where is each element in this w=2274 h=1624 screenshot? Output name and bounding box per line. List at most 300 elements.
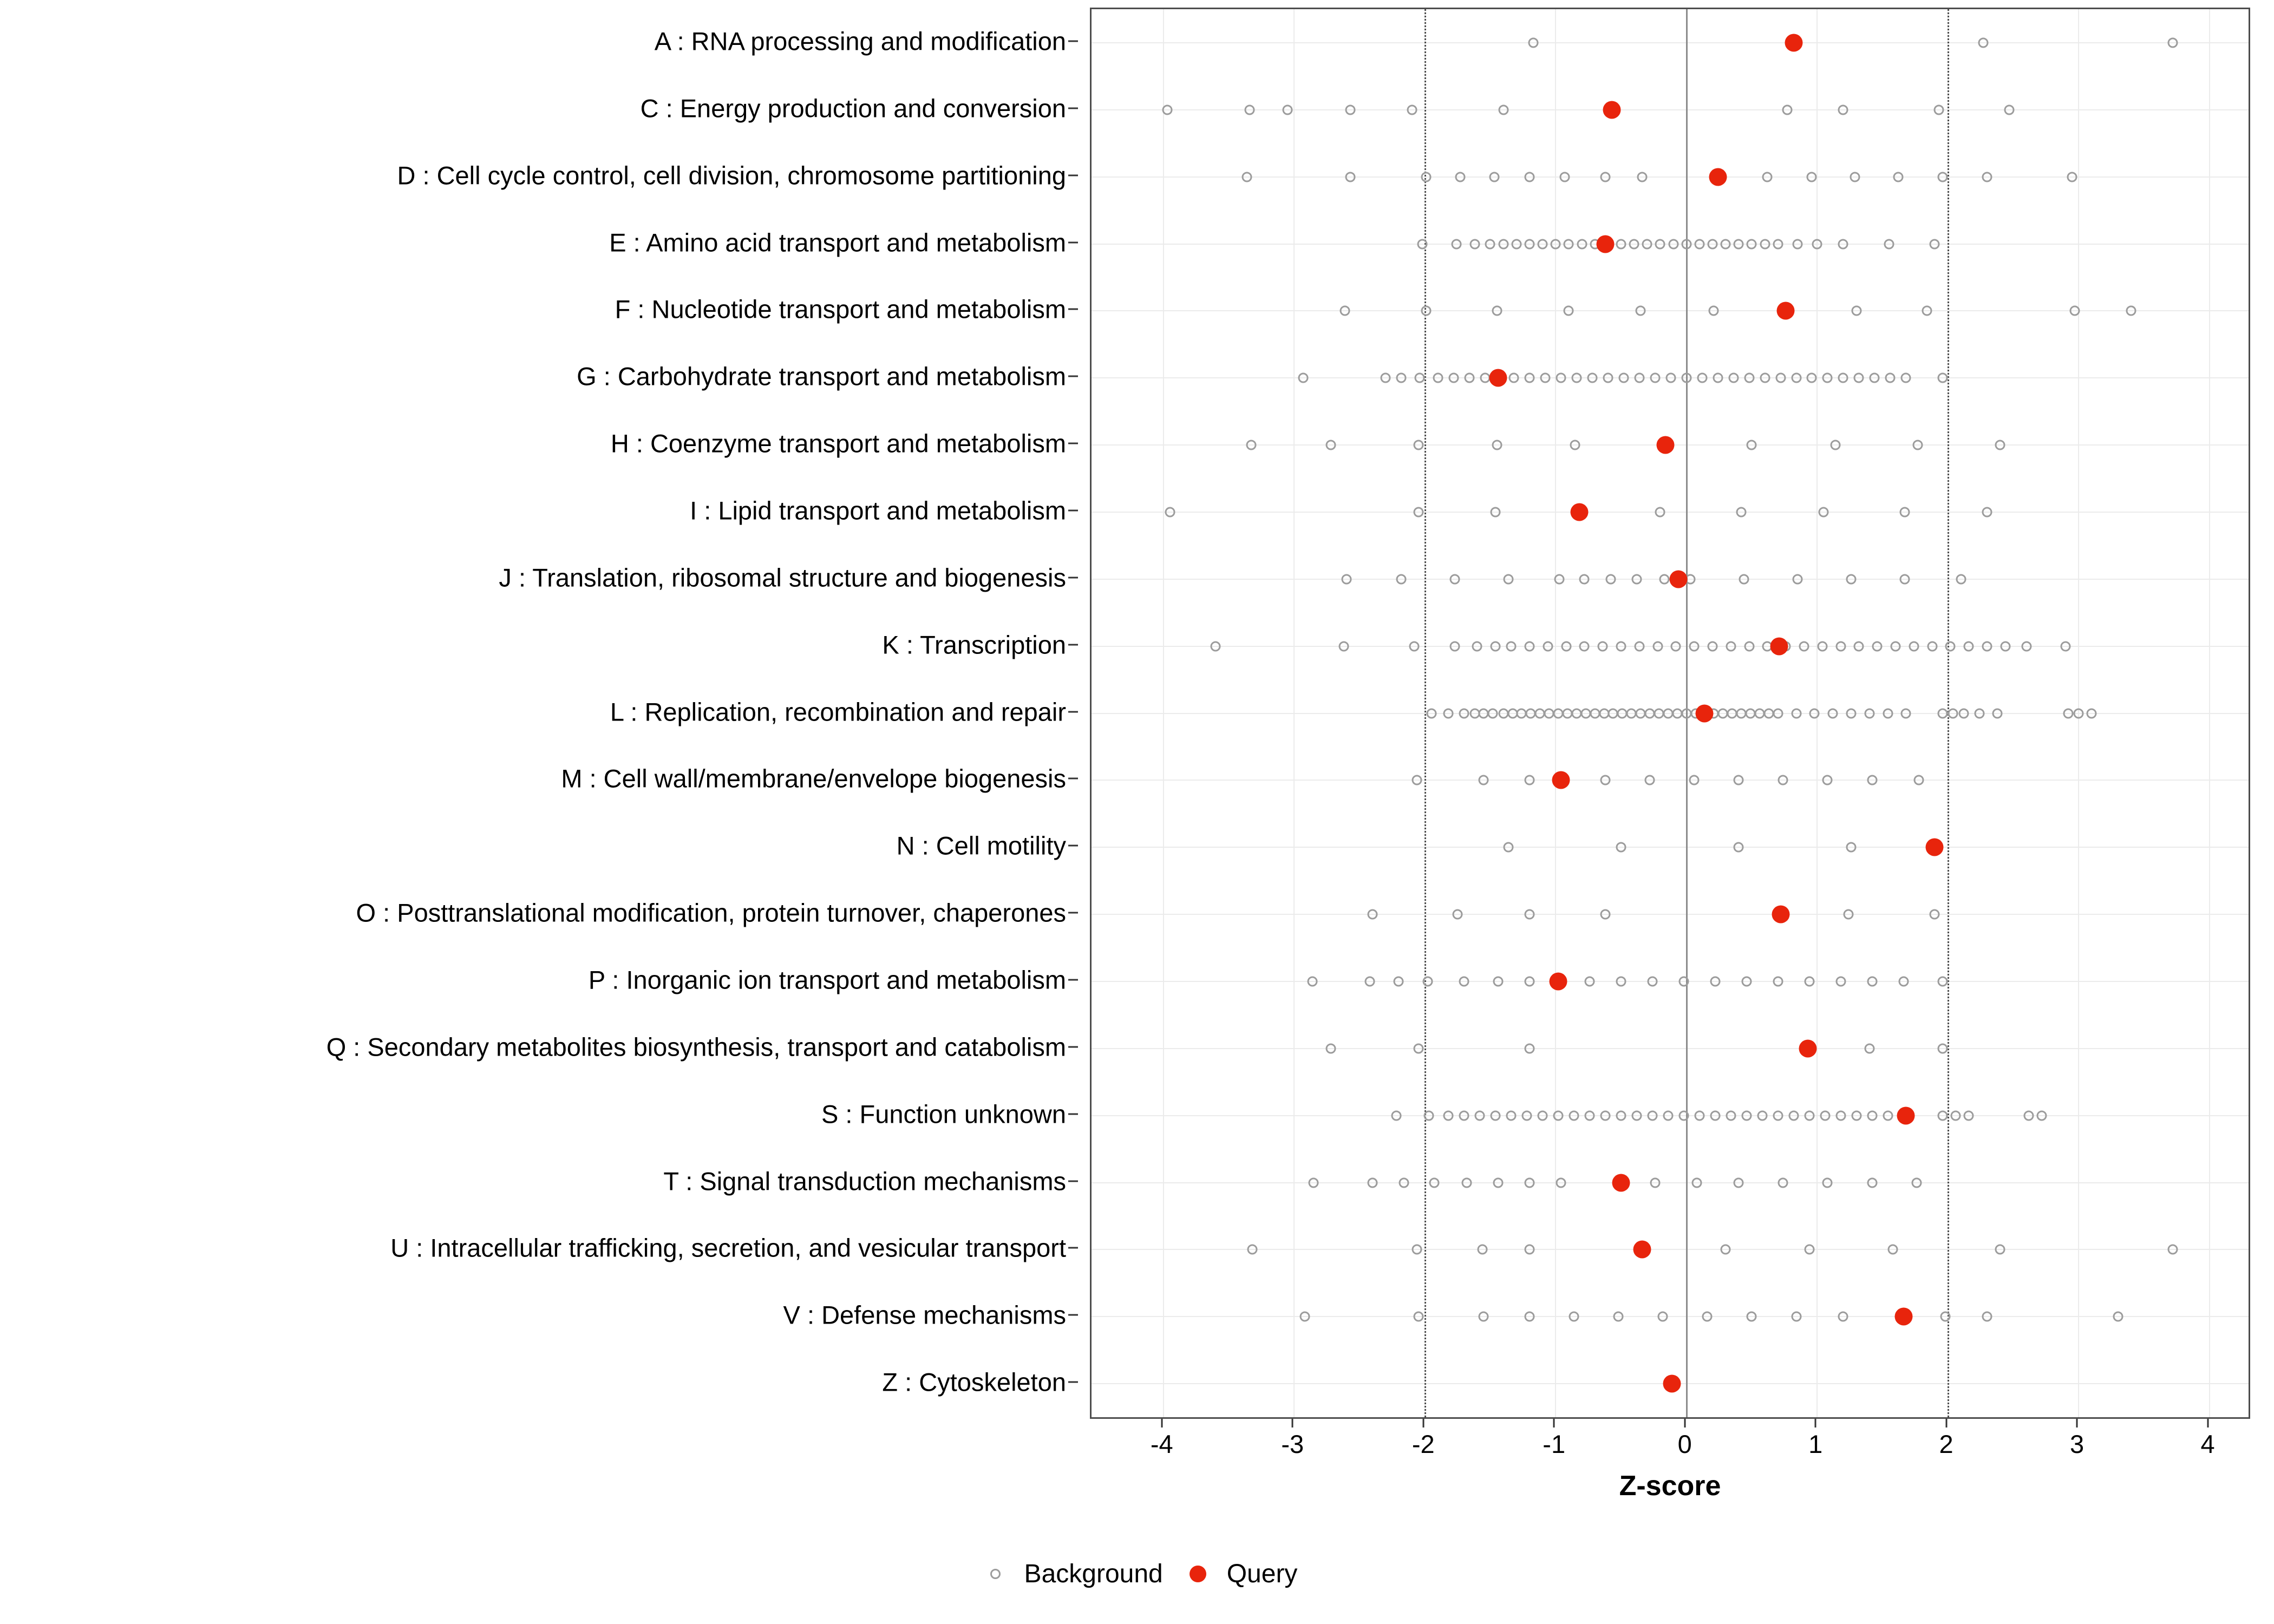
query-point xyxy=(1709,168,1727,186)
background-point xyxy=(1616,842,1626,853)
x-axis-tick-label: -4 xyxy=(1150,1430,1173,1458)
y-axis-tick xyxy=(1068,912,1078,914)
background-point xyxy=(1937,1110,1948,1121)
background-point xyxy=(1911,1177,1922,1188)
background-point xyxy=(1506,641,1517,651)
background-point xyxy=(1828,708,1838,718)
background-point xyxy=(1504,574,1514,584)
background-point xyxy=(1773,239,1783,249)
background-point xyxy=(1298,373,1309,383)
query-point xyxy=(1897,1106,1915,1124)
y-axis-label: E : Amino acid transport and metabolism xyxy=(609,228,1066,257)
y-axis-tick xyxy=(1068,711,1078,712)
horizontal-gridline xyxy=(1092,646,2249,647)
background-point xyxy=(1603,373,1613,383)
plot-panel xyxy=(1090,8,2250,1419)
background-point xyxy=(1713,373,1723,383)
background-point xyxy=(1791,1312,1801,1322)
background-point xyxy=(1678,976,1689,986)
background-point xyxy=(1791,373,1801,383)
horizontal-gridline xyxy=(1092,780,2249,781)
background-point xyxy=(1689,641,1700,651)
background-point xyxy=(2021,641,2031,651)
background-point xyxy=(1480,373,1490,383)
background-point xyxy=(1694,239,1704,249)
background-point xyxy=(1940,1312,1950,1322)
background-point xyxy=(1747,440,1757,450)
horizontal-gridline xyxy=(1092,42,2249,43)
background-point xyxy=(1569,1110,1579,1121)
y-axis-label: G : Carbohydrate transport and metabolism xyxy=(577,362,1066,391)
background-point xyxy=(1838,1312,1848,1322)
background-point xyxy=(1492,306,1502,316)
background-point xyxy=(1506,1110,1517,1121)
background-point xyxy=(1616,1110,1626,1121)
background-point xyxy=(1423,1110,1434,1121)
background-point xyxy=(1739,574,1749,584)
background-point xyxy=(1697,373,1707,383)
background-point xyxy=(1485,239,1495,249)
background-point xyxy=(1760,373,1770,383)
query-point xyxy=(1596,235,1614,253)
background-point xyxy=(1564,239,1574,249)
background-point xyxy=(1734,842,1744,853)
background-point xyxy=(1524,641,1534,651)
background-point xyxy=(1464,373,1474,383)
background-point xyxy=(1600,909,1610,920)
background-point xyxy=(1477,1245,1487,1255)
query-point xyxy=(1633,1241,1651,1259)
background-point xyxy=(1524,976,1534,986)
background-point xyxy=(1650,373,1660,383)
query-point xyxy=(1552,771,1570,789)
x-axis-tick xyxy=(1292,1419,1293,1427)
background-point xyxy=(1914,775,1924,785)
background-point xyxy=(1325,1043,1336,1053)
background-point xyxy=(1747,1312,1757,1322)
y-axis-label: A : RNA processing and modification xyxy=(654,27,1066,56)
background-point xyxy=(1489,172,1499,182)
background-point xyxy=(1937,373,1948,383)
background-point xyxy=(1453,909,1463,920)
background-point xyxy=(1165,507,1175,517)
background-point xyxy=(1982,507,1992,517)
background-point xyxy=(1577,239,1587,249)
background-point xyxy=(1629,239,1639,249)
background-point xyxy=(1564,306,1574,316)
y-axis-tick xyxy=(1068,1314,1078,1316)
background-point xyxy=(1791,708,1801,718)
vertical-gridline xyxy=(1293,9,1295,1417)
y-axis-label: T : Signal transduction mechanisms xyxy=(663,1167,1066,1195)
background-point xyxy=(2167,37,2178,48)
background-point xyxy=(1524,239,1534,249)
background-point xyxy=(1835,1110,1846,1121)
background-point xyxy=(1710,1110,1720,1121)
y-axis-label: I : Lipid transport and metabolism xyxy=(690,496,1066,525)
legend-item-background xyxy=(977,1559,1163,1589)
background-point xyxy=(2063,708,2073,718)
background-point xyxy=(1773,976,1783,986)
query-point xyxy=(1570,503,1588,521)
x-axis-tick-label: 2 xyxy=(1939,1430,1953,1458)
background-point xyxy=(1885,373,1896,383)
background-point xyxy=(1647,1110,1657,1121)
background-point xyxy=(1822,373,1833,383)
background-point xyxy=(1804,1110,1814,1121)
background-point xyxy=(1694,1110,1704,1121)
x-axis-tick xyxy=(1815,1419,1816,1427)
x-axis-tick-label: 1 xyxy=(1808,1430,1823,1458)
vertical-gridline xyxy=(2209,9,2210,1417)
background-point xyxy=(1569,1312,1579,1322)
background-point xyxy=(1551,239,1561,249)
background-point xyxy=(2069,306,2080,316)
background-point xyxy=(1658,1312,1668,1322)
y-axis-label: H : Coenzyme transport and metabolism xyxy=(610,429,1066,458)
background-point xyxy=(1642,239,1652,249)
y-axis-label: J : Translation, ribosomal structure and biogenesis xyxy=(499,563,1066,592)
query-point xyxy=(1550,972,1567,990)
background-point xyxy=(1864,708,1874,718)
background-point xyxy=(1407,104,1417,115)
background-point xyxy=(1792,574,1802,584)
background-point xyxy=(1681,239,1691,249)
background-point xyxy=(1930,239,1940,249)
background-point xyxy=(1422,976,1433,986)
background-point xyxy=(1618,373,1629,383)
background-point xyxy=(1956,574,1966,584)
background-point xyxy=(1605,574,1616,584)
background-point xyxy=(1773,1110,1783,1121)
background-point xyxy=(1493,1177,1503,1188)
background-point xyxy=(2087,708,2097,718)
background-point xyxy=(1421,306,1432,316)
y-axis-category-labels xyxy=(0,0,1086,1429)
background-point xyxy=(1692,1177,1702,1188)
background-point xyxy=(1391,1110,1401,1121)
background-point xyxy=(1584,1110,1595,1121)
background-point xyxy=(1368,1177,1378,1188)
background-point xyxy=(1631,574,1642,584)
background-point xyxy=(1341,574,1351,584)
background-point xyxy=(1867,976,1877,986)
background-point xyxy=(1864,1043,1874,1053)
background-point xyxy=(1838,239,1848,249)
background-point xyxy=(1455,172,1465,182)
background-point xyxy=(1459,708,1469,718)
background-point xyxy=(1650,1177,1660,1188)
background-point xyxy=(1246,440,1256,450)
background-point xyxy=(1417,239,1427,249)
background-point xyxy=(1540,373,1550,383)
background-point xyxy=(1681,373,1691,383)
background-point xyxy=(1835,641,1846,651)
y-axis-label: F : Nucleotide transport and metabolism xyxy=(615,294,1066,324)
background-point xyxy=(1616,239,1626,249)
background-point xyxy=(2024,1110,2034,1121)
x-axis-tick-label: -2 xyxy=(1412,1430,1435,1458)
query-point xyxy=(1777,302,1795,320)
horizontal-gridline xyxy=(1092,1249,2249,1250)
background-point xyxy=(1899,507,1910,517)
background-point xyxy=(1726,1110,1736,1121)
background-point xyxy=(1524,1245,1534,1255)
x-axis-tick xyxy=(1161,1419,1162,1427)
y-axis-tick xyxy=(1068,778,1078,780)
background-point xyxy=(1396,373,1407,383)
background-point xyxy=(1556,1177,1566,1188)
background-point xyxy=(1721,1245,1731,1255)
y-axis-tick xyxy=(1068,376,1078,377)
background-point xyxy=(1508,373,1519,383)
background-point xyxy=(1850,172,1860,182)
background-point xyxy=(2074,708,2084,718)
x-axis-tick xyxy=(1684,1419,1685,1427)
background-point xyxy=(1475,1110,1485,1121)
background-point xyxy=(1927,641,1937,651)
background-point xyxy=(1429,1177,1439,1188)
background-point xyxy=(1778,775,1788,785)
query-point xyxy=(1603,101,1621,119)
x-axis-tick-label: -1 xyxy=(1543,1430,1566,1458)
background-point xyxy=(1734,1177,1744,1188)
background-point xyxy=(1636,306,1646,316)
background-point xyxy=(1665,373,1676,383)
background-point xyxy=(1488,708,1498,718)
y-axis-label: C : Energy production and conversion xyxy=(640,94,1066,123)
x-axis-title: Z-score xyxy=(1619,1470,1721,1502)
background-point xyxy=(1584,976,1595,986)
background-point xyxy=(1600,172,1610,182)
background-point xyxy=(1741,1110,1752,1121)
background-point xyxy=(1804,1245,1814,1255)
background-point xyxy=(1671,641,1681,651)
background-point xyxy=(1838,104,1848,115)
background-point xyxy=(1891,641,1901,651)
background-point xyxy=(1757,1110,1767,1121)
background-point xyxy=(1760,239,1770,249)
y-axis-tick xyxy=(1068,107,1078,109)
background-point xyxy=(1937,976,1948,986)
background-point xyxy=(1898,976,1909,986)
background-point xyxy=(1951,1110,1961,1121)
background-point xyxy=(1448,373,1459,383)
horizontal-gridline xyxy=(1092,1182,2249,1183)
background-point xyxy=(1479,775,1489,785)
background-point xyxy=(1721,239,1731,249)
background-point xyxy=(1498,239,1508,249)
y-axis-tick xyxy=(1068,979,1078,980)
background-point xyxy=(1553,1110,1564,1121)
background-point xyxy=(1901,373,1911,383)
background-point xyxy=(1462,1177,1472,1188)
background-point xyxy=(1538,1110,1548,1121)
background-point xyxy=(1844,909,1854,920)
background-point xyxy=(1450,574,1460,584)
background-point xyxy=(1504,842,1514,853)
background-point xyxy=(1775,373,1786,383)
vertical-gridline xyxy=(1163,9,1164,1417)
background-point xyxy=(1668,239,1678,249)
background-point xyxy=(1893,172,1903,182)
background-point xyxy=(1867,775,1877,785)
query-point xyxy=(1894,1308,1912,1326)
y-axis-label: N : Cell motility xyxy=(896,831,1066,860)
background-point xyxy=(1744,373,1754,383)
background-point xyxy=(1958,708,1969,718)
background-point xyxy=(1579,574,1590,584)
background-point xyxy=(1616,641,1626,651)
background-point xyxy=(1846,708,1856,718)
background-point xyxy=(1820,1110,1830,1121)
background-point xyxy=(1616,976,1626,986)
horizontal-gridline xyxy=(1092,847,2249,848)
background-point xyxy=(1736,507,1747,517)
background-point xyxy=(1598,641,1608,651)
background-point xyxy=(1883,708,1893,718)
background-point xyxy=(1792,239,1802,249)
background-point xyxy=(1412,1245,1422,1255)
background-point xyxy=(1600,775,1610,785)
background-point xyxy=(2113,1312,2123,1322)
y-axis-tick xyxy=(1068,1046,1078,1047)
x-axis-tick-label: 3 xyxy=(2070,1430,2084,1458)
background-point xyxy=(1524,775,1534,785)
background-point xyxy=(1964,641,1974,651)
horizontal-gridline xyxy=(1092,109,2249,110)
background-point xyxy=(2060,641,2070,651)
background-point xyxy=(1937,1043,1948,1053)
background-point xyxy=(1339,641,1349,651)
legend-item-query xyxy=(1179,1559,1298,1589)
background-point xyxy=(1415,373,1425,383)
background-point xyxy=(1937,172,1948,182)
legend-label-query: Query xyxy=(1226,1560,1298,1588)
background-point xyxy=(1913,440,1923,450)
background-point xyxy=(1709,306,1719,316)
y-axis-label: O : Posttranslational modification, protein turnover, chaperones xyxy=(356,898,1066,927)
x-axis-tick xyxy=(2076,1419,2078,1427)
background-point xyxy=(1982,641,1992,651)
background-point xyxy=(1413,507,1423,517)
background-point xyxy=(1728,373,1739,383)
y-axis-label: L : Replication, recombination and repair xyxy=(610,697,1066,726)
background-point xyxy=(2126,306,2136,316)
y-axis-label: Z : Cytoskeleton xyxy=(882,1367,1066,1397)
background-point xyxy=(1570,440,1580,450)
background-point xyxy=(1846,842,1856,853)
background-point xyxy=(1631,1110,1642,1121)
background-point xyxy=(1909,641,1919,651)
y-axis-tick xyxy=(1068,644,1078,645)
background-point xyxy=(1299,1312,1310,1322)
background-point xyxy=(1368,909,1378,920)
background-point xyxy=(1522,1110,1532,1121)
background-point xyxy=(1995,1245,2005,1255)
background-point xyxy=(1867,1177,1877,1188)
background-point xyxy=(1883,1110,1893,1121)
background-point xyxy=(1396,574,1407,584)
background-point xyxy=(1394,976,1404,986)
query-marker-icon xyxy=(1179,1566,1217,1582)
y-axis-tick xyxy=(1068,845,1078,847)
background-point xyxy=(1846,574,1856,584)
y-axis-tick xyxy=(1068,40,1078,42)
background-point xyxy=(1822,775,1833,785)
background-point xyxy=(1822,1177,1833,1188)
horizontal-gridline xyxy=(1092,1316,2249,1317)
y-axis-label: P : Inorganic ion transport and metabolism xyxy=(588,965,1066,994)
background-point xyxy=(1579,641,1590,651)
legend xyxy=(0,1559,2274,1589)
query-point xyxy=(1657,436,1675,454)
background-point xyxy=(1817,641,1827,651)
background-point xyxy=(2037,1110,2047,1121)
background-point xyxy=(1744,641,1754,651)
y-axis-label: S : Function unknown xyxy=(821,1099,1066,1129)
background-point xyxy=(1443,1110,1454,1121)
background-point xyxy=(1345,104,1356,115)
background-point xyxy=(1809,708,1820,718)
background-point xyxy=(1819,507,1829,517)
y-axis-label: K : Transcription xyxy=(882,630,1066,659)
background-point xyxy=(1830,440,1840,450)
x-axis-tick-label: 0 xyxy=(1677,1430,1692,1458)
background-point xyxy=(1982,172,1992,182)
background-point xyxy=(1870,373,1880,383)
background-point xyxy=(1872,641,1883,651)
background-point xyxy=(1459,976,1469,986)
background-point xyxy=(1493,976,1503,986)
background-point xyxy=(1922,306,1932,316)
background-point xyxy=(1634,373,1644,383)
background-point xyxy=(1930,909,1940,920)
background-point xyxy=(1992,708,2003,718)
background-point xyxy=(1340,306,1350,316)
background-point xyxy=(1412,775,1422,785)
background-point xyxy=(1561,641,1571,651)
background-point xyxy=(1645,775,1655,785)
x-axis-tick-label: 4 xyxy=(2200,1430,2215,1458)
threshold-line xyxy=(1424,9,1426,1417)
background-point xyxy=(1710,976,1720,986)
background-point xyxy=(1838,373,1848,383)
background-point xyxy=(1707,641,1717,651)
y-axis-tick xyxy=(1068,509,1078,511)
background-point xyxy=(1556,373,1566,383)
background-point xyxy=(1851,306,1861,316)
y-axis-label: U : Intracellular trafficking, secretion, and vesicular transport xyxy=(390,1233,1066,1262)
background-point xyxy=(1652,641,1663,651)
y-axis-tick xyxy=(1068,1381,1078,1383)
background-point xyxy=(1524,172,1534,182)
background-point xyxy=(2067,172,2077,182)
background-point xyxy=(1413,1043,1423,1053)
horizontal-gridline xyxy=(1092,914,2249,915)
background-point xyxy=(2004,104,2015,115)
background-point xyxy=(1524,909,1534,920)
horizontal-gridline xyxy=(1092,981,2249,982)
background-point xyxy=(1937,708,1948,718)
background-point xyxy=(1613,1312,1624,1322)
background-point xyxy=(1524,373,1534,383)
query-point xyxy=(1612,1174,1630,1191)
background-point xyxy=(1702,1312,1713,1322)
query-point xyxy=(1489,369,1507,387)
background-point xyxy=(1799,641,1809,651)
y-axis-tick xyxy=(1068,241,1078,243)
